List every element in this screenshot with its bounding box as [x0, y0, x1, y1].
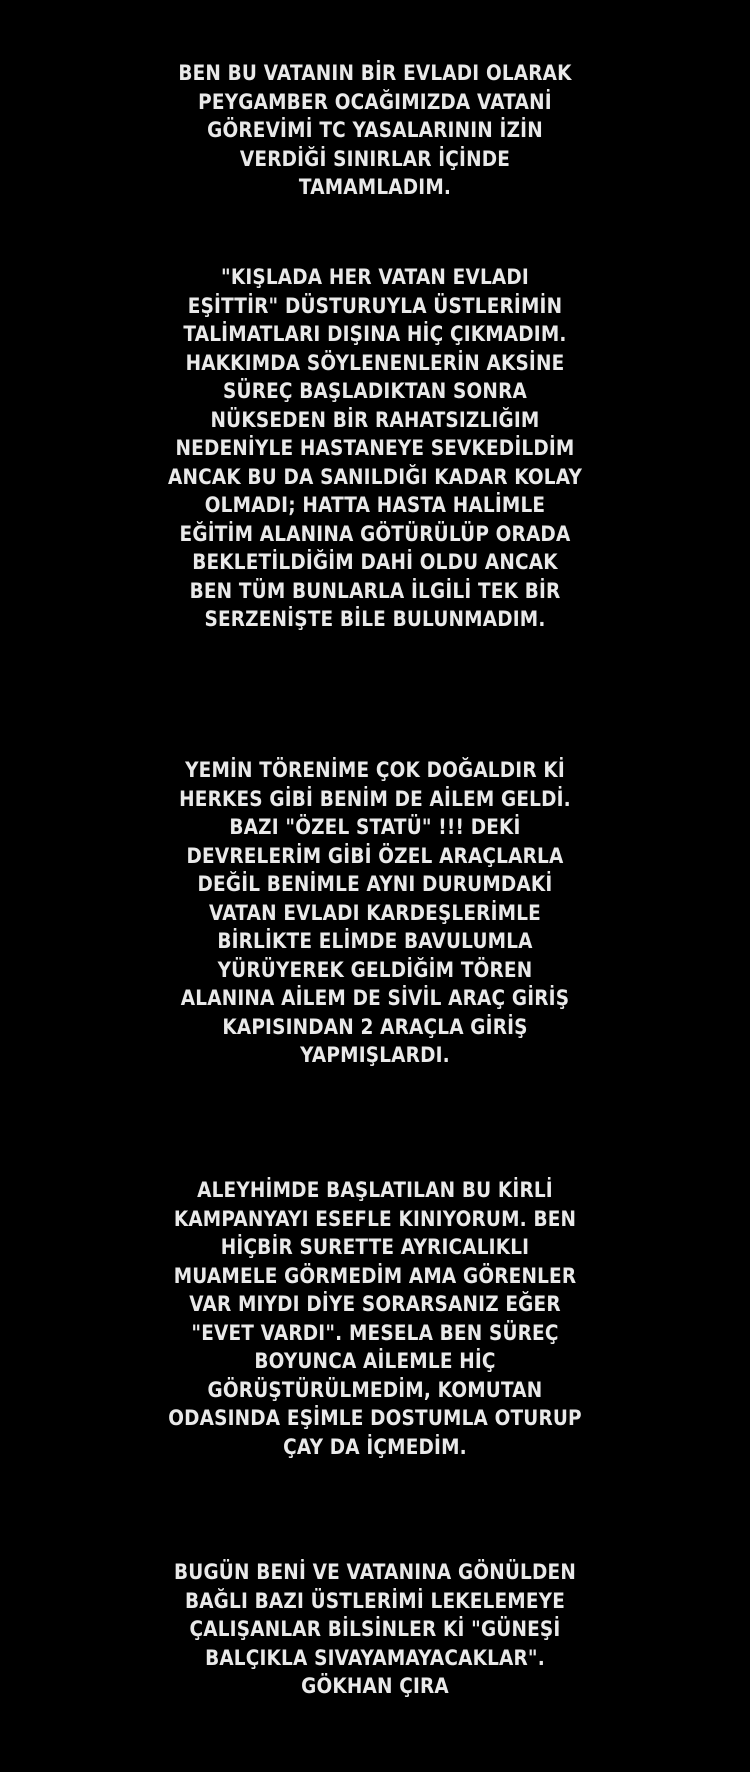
signature-name: GÖKHAN ÇIRA: [301, 1674, 449, 1698]
statement-paragraph-5: [80, 1558, 670, 1701]
text-line: ANCAK BU DA SANILDIĞI KADAR KOLAY: [167, 464, 583, 489]
text-line: "KIŞLADA HER VATAN EVLADI: [221, 265, 529, 289]
text-line: BEKLETİLDİĞİM DAHİ OLDU ANCAK: [192, 550, 558, 574]
text-line: EĞİTİM ALANINA GÖTÜRÜLÜP ORADA: [179, 521, 571, 546]
text-line: YAPMIŞLARDI.: [300, 1043, 450, 1067]
text-line: GÖREVİMİ TC YASALARININ İZİN: [207, 118, 543, 142]
text-line: KAPISINDAN 2 ARAÇLA GİRİŞ: [222, 1014, 528, 1039]
text-line: ÇAY DA İÇMEDİM.: [283, 1434, 467, 1459]
text-line: ALEYHİMDE BAŞLATILAN BU KİRLİ: [197, 1178, 553, 1202]
statement-paragraph-2: [80, 263, 670, 634]
text-line: VATAN EVLADI KARDEŞLERİMLE: [209, 900, 541, 925]
text-line: ÇALIŞANLAR BİLSİNLER Kİ "GÜNEŞİ: [189, 1617, 561, 1641]
text-line: DEĞİL BENİMLE AYNI DURUMDAKİ: [197, 872, 553, 896]
text-line: BALÇIKLA SIVAYAMAYACAKLAR".: [205, 1645, 545, 1670]
text-line: "EVET VARDI". MESELA BEN SÜREÇ: [191, 1320, 559, 1345]
text-line: BEN TÜM BUNLARLA İLGİLİ TEK BİR: [189, 578, 561, 603]
text-line: OLMADI; HATTA HASTA HALİMLE: [204, 493, 546, 517]
text-line: BUGÜN BENİ VE VATANINA GÖNÜLDEN: [174, 1560, 576, 1584]
text-line: ODASINDA EŞİMLE DOSTUMLA OTURUP: [168, 1406, 582, 1430]
text-line: SERZENİŞTE BİLE BULUNMADIM.: [204, 607, 546, 631]
text-line: PEYGAMBER OCAĞIMIZDA VATANİ: [198, 89, 552, 114]
text-line: ALANINA AİLEM DE SİVİL ARAÇ GİRİŞ: [180, 986, 570, 1010]
text-line: VERDİĞİ SINIRLAR İÇİNDE: [239, 146, 511, 171]
text-line: NEDENİYLE HASTANEYE SEVKEDİLDİM: [175, 436, 575, 460]
text-line: HAKKIMDA SÖYLENENLERİN AKSİNE: [185, 350, 565, 375]
text-line: YÜRÜYEREK GELDİĞİM TÖREN: [217, 957, 533, 982]
text-line: YEMİN TÖRENİME ÇOK DOĞALDIR Kİ: [185, 758, 565, 782]
text-line: BEN BU VATANIN BİR EVLADI OLARAK: [178, 61, 572, 85]
statement-paragraph-3: [80, 756, 670, 1070]
text-line: VAR MIYDI DİYE SORARSANIZ EĞER: [189, 1292, 561, 1316]
text-line: DEVRELERİM GİBİ ÖZEL ARAÇLARLA: [186, 843, 564, 868]
text-line: BOYUNCA AİLEMLE HİÇ: [254, 1349, 496, 1373]
text-line: NÜKSEDEN BİR RAHATSIZLIĞIM: [210, 407, 540, 432]
text-line: TALİMATLARI DIŞINA HİÇ ÇIKMADIM.: [183, 322, 567, 346]
statement-paragraph-4: [80, 1176, 670, 1461]
text-line: HİÇBİR SURETTE AYRICALIKLI: [220, 1235, 530, 1259]
text-line: TAMAMLADIM.: [298, 175, 452, 199]
text-line: EŞİTTİR" DÜSTURUYLA ÜSTLERİMİN: [187, 293, 563, 318]
statement-paragraph-1: [80, 59, 670, 202]
text-line: BİRLİKTE ELİMDE BAVULUMLA: [217, 929, 533, 953]
text-line: BAZI "ÖZEL STATÜ" !!! DEKİ: [229, 815, 521, 839]
text-line: MUAMELE GÖRMEDİM AMA GÖRENLER: [173, 1263, 577, 1288]
text-line: GÖRÜŞTÜRÜLMEDİM, KOMUTAN: [207, 1377, 543, 1402]
text-line: BAĞLI BAZI ÜSTLERİMİ LEKELEMEYE: [184, 1588, 566, 1613]
text-line: SÜREÇ BAŞLADIKTAN SONRA: [223, 379, 527, 403]
text-line: KAMPANYAYI ESEFLE KINIYORUM. BEN: [173, 1206, 577, 1231]
text-line: HERKES GİBİ BENİM DE AİLEM GELDİ.: [179, 786, 571, 811]
